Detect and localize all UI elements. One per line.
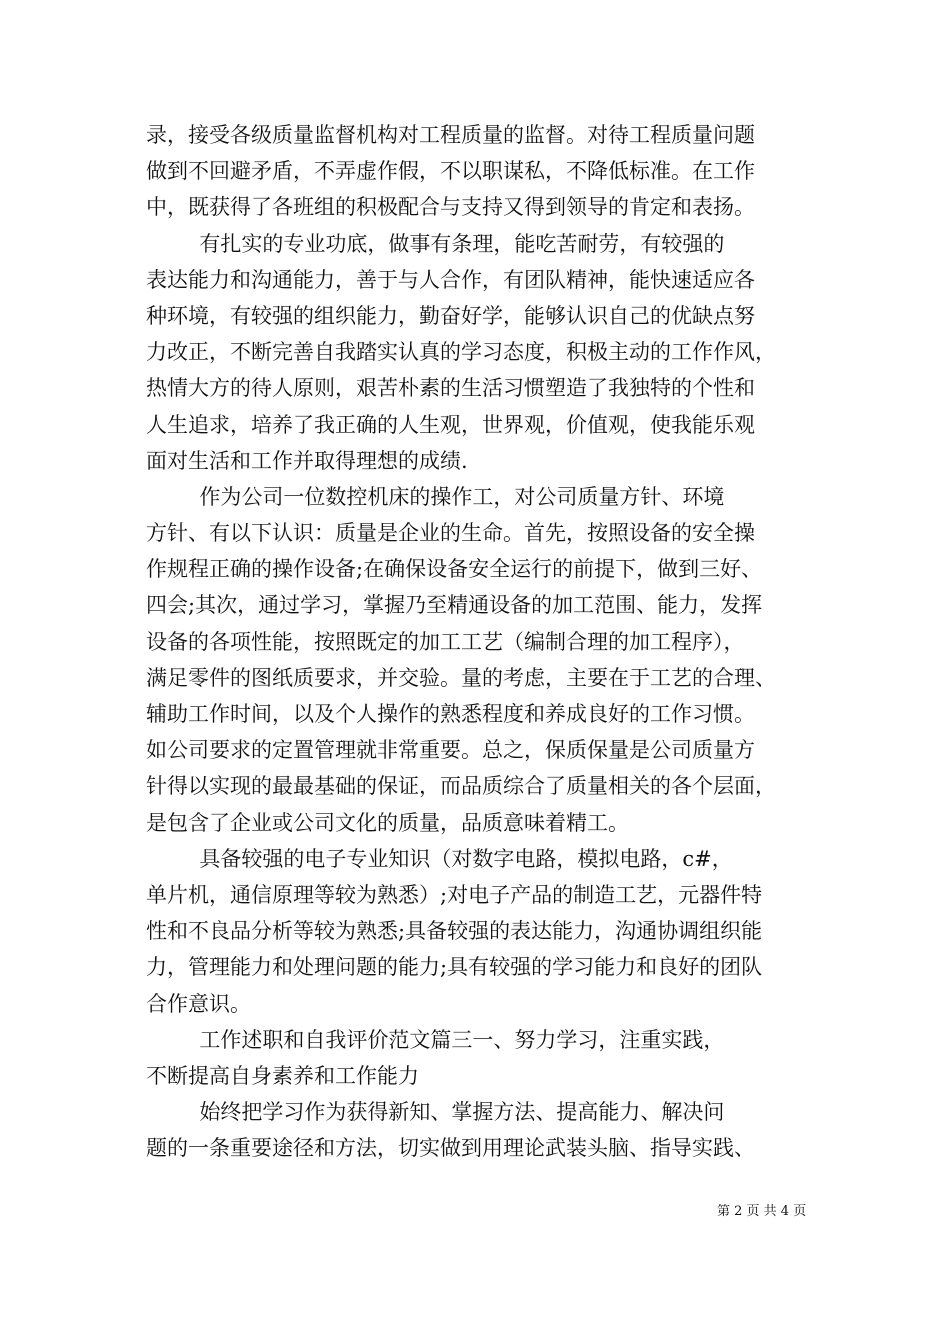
text-line: 种环境，有较强的组织能力，勤奋好学，能够认识自己的优缺点努 <box>146 303 755 328</box>
text-line: 中，既获得了各班组的积极配合与支持又得到领导的肯定和表扬。 <box>146 195 755 220</box>
text-line: 力，管理能力和处理问题的能力;具有较强的学习能力和良好的团队 <box>146 955 763 980</box>
text-line: 辅助工作时间，以及个人操作的熟悉程度和养成良好的工作习惯。 <box>146 702 755 726</box>
text-line: 不断提高自身素养和工作能力 <box>146 1063 419 1088</box>
text-line: 录，接受各级质量监督机构对工程质量的监督。对待工程质量问题 <box>146 123 755 147</box>
text-line: 单片机，通信原理等较为熟悉）;对电子产品的制造工艺，元器件特 <box>146 882 763 907</box>
text-line: 始终把学习作为获得新知、掌握方法、提高能力、解决问 <box>146 1100 725 1125</box>
text-line: 作规程正确的操作设备;在确保设备安全运行的前提下，做到三好、 <box>146 557 763 582</box>
text-line: 针得以实现的最最基础的保证，而品质综合了质量相关的各个层面， <box>146 774 776 799</box>
text-line: 人生追求，培养了我正确的人生观，世界观，价值观，使我能乐观 <box>146 412 755 437</box>
text-line: 四会;其次，通过学习，掌握乃至精通设备的加工范围、能力，发挥 <box>146 593 763 618</box>
text-line: 力改正，不断完善自我踏实认真的学习态度，积极主动的工作作风， <box>146 340 776 365</box>
text-line: 设备的各项性能，按照既定的加工工艺（编制合理的加工程序）， <box>146 629 745 654</box>
text-line: 做到不回避矛盾，不弄虚作假，不以职谋私，不降低标准。在工作 <box>146 159 755 184</box>
text-line: 具备较强的电子专业知识（对数字电路，模拟电路，c#， <box>146 846 733 871</box>
text-line: 有扎实的专业功底，做事有条理，能吃苦耐劳，有较强的 <box>146 231 725 256</box>
text-line: 表达能力和沟通能力，善于与人合作，有团队精神，能快速适应各 <box>146 267 755 292</box>
text-line: 面对生活和工作并取得理想的成绩. <box>146 448 468 473</box>
text-line: 是包含了企业或公司文化的质量，品质意味着精工。 <box>146 810 629 835</box>
text-line: 性和不良品分析等较为熟悉;具备较强的表达能力，沟通协调组织能 <box>146 919 763 944</box>
text-line: 如公司要求的定置管理就非常重要。总之，保质保量是公司质量方 <box>146 738 755 763</box>
page-number-footer: 第 2 页 共 4 页 <box>717 1204 807 1219</box>
text-line: 题的一条重要途径和方法，切实做到用理论武装头脑、指导实践、 <box>146 1136 755 1161</box>
text-line: 合作意识。 <box>146 991 251 1016</box>
text-line: 工作述职和自我评价范文篇三一、努力学习，注重实践， <box>146 1027 725 1052</box>
text-line: 方针、有以下认识：质量是企业的生命。首先，按照设备的安全操 <box>146 521 755 546</box>
text-line: 作为公司一位数控机床的操作工，对公司质量方针、环境 <box>146 484 725 509</box>
text-line: 满足零件的图纸质要求，并交验。量的考虑，主要在于工艺的合理、 <box>146 665 776 690</box>
document-body <box>146 117 812 1166</box>
text-line: 热情大方的待人原则，艰苦朴素的生活习惯塑造了我独特的个性和 <box>146 376 755 401</box>
